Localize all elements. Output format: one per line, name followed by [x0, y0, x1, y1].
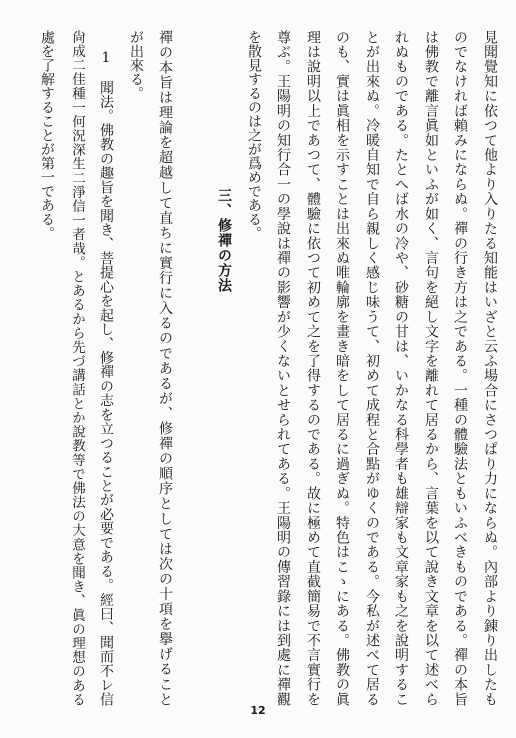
numbered-item-line: 1 聞法。佛教の趣旨を聞き、菩提心を起し、修禪の志を立つることが必要である。經曰、聞而不レ信 [98, 50, 114, 707]
text-line: れぬものである。たとへば水の冷や、砂糖の甘は、いかなる科學者も雄辯家も文章家も之を說明するこ [393, 30, 409, 707]
section-heading: 三、修禪の方法 [216, 188, 232, 293]
text-line: が出來る。 [128, 30, 144, 100]
text-line: のでなければ賴みにならぬ。禪の行き方は之である。一種の體驗法ともいふべきものである。禪の本旨 [452, 30, 468, 706]
text-line: とが出來ぬ。冷暖自知で自ら親しく感じ味うて、初めて成程と合點がゆくのである。今私が述べて居る [364, 30, 380, 707]
text-line: は佛教で離言眞如といふが如く、言句を絕し文字を離れて居るから、言葉を以て說き文章を以て述べら [423, 30, 439, 707]
text-line: 尊ぶ。王陽明の知行合一の學說は禪の影響が少くないとせられてある。王陽明の傳習錄には到處に禪觀 [275, 30, 291, 706]
text-line: 理は說明以上であつて、體驗に依つて初めて之を了得するのである。故に極めて直截簡易で不言實行を [305, 30, 321, 707]
text-line: のも、實は眞相を示すことは出來ぬ唯輪廓を畫き暗をして居るに過ぎぬ。特色はこゝにある。佛教の眞 [334, 30, 350, 706]
text-line: 見聞覺知に依つて他より入りたる知能はいざと云ふ場合にさつぱり力にならぬ。內部より錬り出したも [482, 30, 498, 707]
text-line: を散見するのは之が爲めである。 [246, 30, 262, 240]
text-line: 處を了解することが第一である。 [39, 30, 55, 240]
page-number: 12 [250, 704, 266, 717]
text-line: 禪の本旨は理論を超越して直ちに實行に入るのであるが、修禪の順序としては次の十項を擧げること [157, 30, 173, 706]
text-line: 尙成二佳種一何況深生二淨信一者哉。とあるから先づ講話とか說教等で佛法の大意を聞き、眞の理想のある [69, 30, 85, 706]
